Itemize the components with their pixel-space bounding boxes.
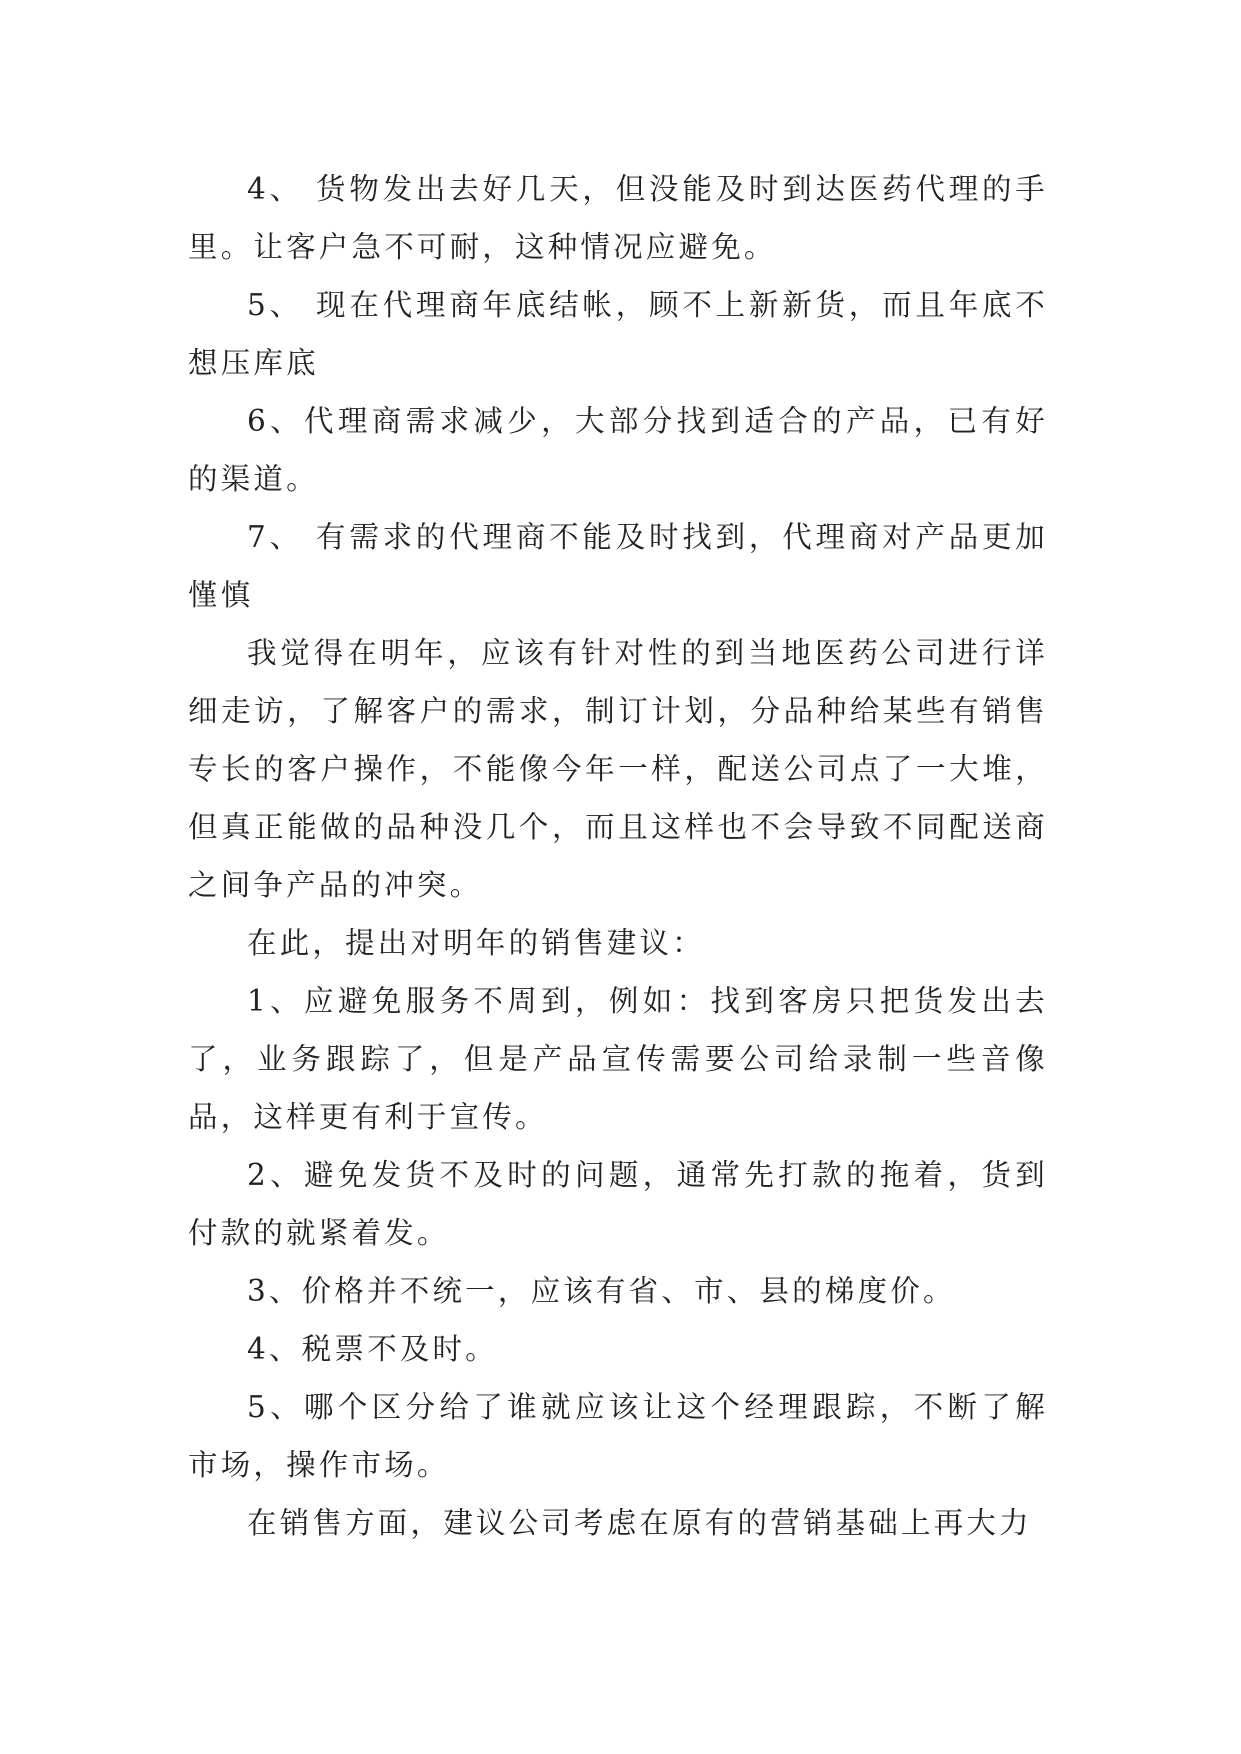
paragraph-sales-aspect: 在销售方面，建议公司考虑在原有的营销基础上再大力 <box>247 1506 1032 1540</box>
paragraph-suggestion-3: 3、价格并不统一，应该有省、市、县的梯度价。 <box>247 1274 956 1308</box>
paragraph-next-year-plan: 我觉得在明年，应该有针对性的到当地医药公司进行详细走访，了解客户的需求，制订计划，分品种给某些有销售专长的客户操作，不能像今年一样，配送公司点了一大堆，但真正能做的品种没几个，而且这样也不会导致不同配送商之间争产品的冲突。 <box>188 636 1048 902</box>
paragraph-item-4-delivery-delay: 4、 货物发出去好几天，但没能及时到达医药代理的手里。让客户急不可耐，这种情况应避免。 <box>188 172 1048 264</box>
document-body <box>188 160 1048 1552</box>
paragraph-suggestion-2: 2、避免发货不及时的问题，通常先打款的拖着，货到付款的就紧着发。 <box>188 1158 1048 1250</box>
paragraph-suggestion-5: 5、哪个区分给了谁就应该让这个经理跟踪，不断了解市场，操作市场。 <box>188 1390 1048 1482</box>
paragraph-item-7-cautious-agents: 7、 有需求的代理商不能及时找到，代理商对产品更加慬慎 <box>188 520 1048 612</box>
paragraph-suggestion-1: 1、应避免服务不周到，例如：找到客房只把货发出去了，业务跟踪了，但是产品宣传需要公司给录制一些音像品，这样更有利于宣传。 <box>188 984 1048 1134</box>
paragraph-suggestion-4: 4、税票不及时。 <box>247 1332 498 1366</box>
paragraph-item-6-demand-decrease: 6、代理商需求减少，大部分找到适合的产品，已有好的渠道。 <box>188 404 1048 496</box>
paragraph-suggestions-intro: 在此，提出对明年的销售建议： <box>247 926 705 960</box>
paragraph-item-5-year-end: 5、 现在代理商年底结帐，顾不上新新货，而且年底不想压库底 <box>188 288 1048 380</box>
